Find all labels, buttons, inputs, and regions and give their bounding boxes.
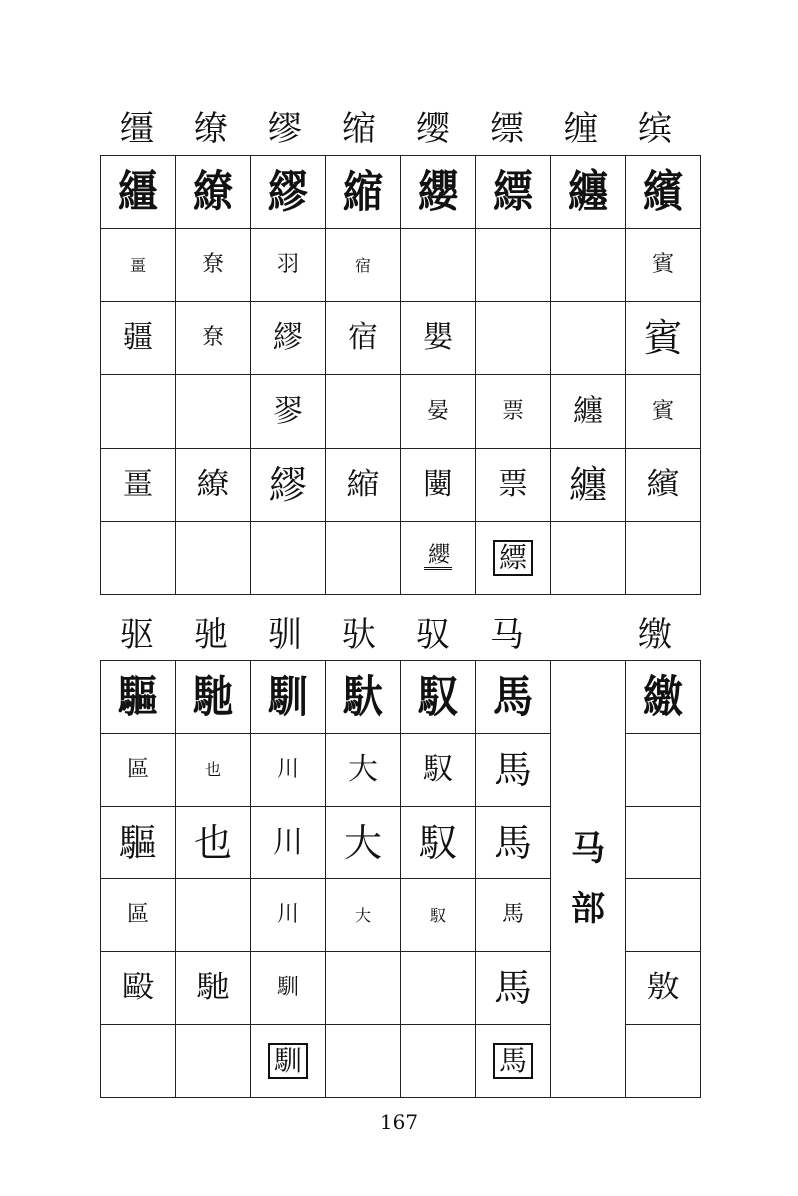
glyph-cell <box>326 156 401 229</box>
glyph-cell <box>101 661 176 734</box>
glyph-cell <box>476 952 551 1025</box>
glyph-cell <box>626 229 701 302</box>
top-header-char: 缤 <box>638 109 672 149</box>
bottom-header-char: 驮 <box>342 615 376 655</box>
glyph-form: 繚 <box>193 165 233 218</box>
glyph-row <box>101 448 701 521</box>
glyph-form: 馴 <box>276 975 299 1001</box>
glyph-cell <box>476 521 551 594</box>
glyph-cell <box>251 733 326 806</box>
glyph-cell <box>176 661 251 734</box>
glyph-form: 繚 <box>196 466 230 502</box>
glyph-row <box>101 302 701 375</box>
bottom-header-char: 驱 <box>120 615 154 655</box>
bottom-glyph-table <box>100 660 701 1098</box>
glyph-form: 宿 <box>354 255 371 275</box>
glyph-form: 馬 <box>493 966 532 1011</box>
glyph-form: 纏 <box>568 462 607 507</box>
glyph-form: 疆 <box>123 320 153 356</box>
glyph-form: 大 <box>348 751 378 787</box>
glyph-cell <box>626 375 701 448</box>
glyph-form: 驅 <box>118 670 158 723</box>
glyph-form: 馴 <box>268 1043 308 1079</box>
glyph-cell <box>401 521 476 594</box>
glyph-cell <box>176 448 251 521</box>
glyph-form: 馭 <box>418 820 457 865</box>
glyph-form: 繽 <box>646 466 680 502</box>
glyph-cell <box>401 1025 476 1098</box>
glyph-cell <box>476 806 551 879</box>
glyph-cell <box>401 156 476 229</box>
glyph-cell <box>251 302 326 375</box>
glyph-form: 繳 <box>643 670 683 723</box>
glyph-form: 馳 <box>193 670 233 723</box>
glyph-cell <box>176 156 251 229</box>
glyph-cell <box>251 952 326 1025</box>
glyph-cell <box>476 302 551 375</box>
bottom-header-char: 马 <box>490 615 524 655</box>
glyph-form: 賓 <box>651 252 674 278</box>
glyph-cell <box>551 521 626 594</box>
glyph-cell <box>626 521 701 594</box>
glyph-form: 也 <box>193 820 232 865</box>
top-glyph-table <box>100 155 701 595</box>
glyph-cell <box>626 952 701 1025</box>
glyph-form: 繆 <box>268 165 308 218</box>
glyph-cell <box>551 156 626 229</box>
glyph-cell <box>101 375 176 448</box>
glyph-cell <box>476 661 551 734</box>
glyph-cell <box>326 1025 401 1098</box>
glyph-cell <box>626 448 701 521</box>
glyph-cell <box>176 733 251 806</box>
glyph-cell <box>176 952 251 1025</box>
glyph-form: 馬 <box>493 670 533 723</box>
glyph-form: 馬 <box>501 902 524 928</box>
glyph-cell <box>101 448 176 521</box>
glyph-cell <box>401 879 476 952</box>
glyph-form: 畺 <box>123 466 153 502</box>
glyph-cell <box>326 952 401 1025</box>
top-header-char: 缥 <box>490 109 524 149</box>
glyph-form: 馬 <box>493 747 532 792</box>
glyph-cell <box>251 156 326 229</box>
top-header-char: 缰 <box>120 109 154 149</box>
glyph-form: 宿 <box>348 320 378 356</box>
glyph-cell <box>401 229 476 302</box>
glyph-form: 繆 <box>268 462 307 507</box>
top-header-char: 缨 <box>416 109 450 149</box>
glyph-cell <box>401 302 476 375</box>
glyph-form: 畺 <box>129 255 146 275</box>
glyph-cell <box>251 879 326 952</box>
glyph-row <box>101 661 701 734</box>
glyph-cell <box>551 302 626 375</box>
glyph-cell <box>326 733 401 806</box>
glyph-cell <box>101 156 176 229</box>
glyph-form: 闄 <box>423 466 453 502</box>
top-header-row <box>100 104 692 154</box>
glyph-cell <box>551 448 626 521</box>
glyph-form: 川 <box>276 902 299 928</box>
glyph-cell <box>476 733 551 806</box>
glyph-form: 縮 <box>343 165 383 218</box>
glyph-cell <box>401 952 476 1025</box>
glyph-cell <box>326 448 401 521</box>
radical-label-char: 部 <box>571 889 605 929</box>
glyph-cell <box>476 375 551 448</box>
glyph-cell <box>476 448 551 521</box>
glyph-form: 翏 <box>273 393 303 429</box>
glyph-form: 繽 <box>643 165 683 218</box>
glyph-cell <box>176 806 251 879</box>
glyph-cell <box>326 661 401 734</box>
glyph-form: 馬 <box>493 820 532 865</box>
glyph-form: 馭 <box>429 905 446 925</box>
glyph-form: 縹 <box>493 540 533 576</box>
glyph-cell <box>401 375 476 448</box>
glyph-cell <box>326 302 401 375</box>
glyph-cell <box>401 733 476 806</box>
glyph-cell <box>176 879 251 952</box>
glyph-cell <box>101 806 176 879</box>
glyph-form: 尞 <box>201 325 224 351</box>
glyph-form: 馱 <box>343 670 383 723</box>
glyph-cell <box>626 302 701 375</box>
top-header-char: 缪 <box>268 109 302 149</box>
bottom-header-char <box>544 610 618 660</box>
glyph-cell <box>101 521 176 594</box>
glyph-cell <box>251 521 326 594</box>
glyph-form: 賓 <box>651 398 674 424</box>
glyph-form: 川 <box>273 824 303 860</box>
glyph-cell <box>251 806 326 879</box>
glyph-cell <box>401 661 476 734</box>
glyph-cell <box>626 879 701 952</box>
glyph-cell <box>476 1025 551 1098</box>
bottom-header-char: 驯 <box>268 615 302 655</box>
glyph-cell <box>326 375 401 448</box>
glyph-form: 馬 <box>493 1043 533 1079</box>
bottom-header-char: 驰 <box>194 615 228 655</box>
glyph-cell <box>251 661 326 734</box>
glyph-form: 也 <box>204 760 221 780</box>
glyph-form: 賓 <box>643 316 682 361</box>
glyph-form: 大 <box>354 905 371 925</box>
glyph-cell <box>626 1025 701 1098</box>
glyph-cell <box>176 229 251 302</box>
glyph-form: 尞 <box>201 252 224 278</box>
glyph-cell <box>101 1025 176 1098</box>
glyph-cell <box>101 302 176 375</box>
glyph-row <box>101 375 701 448</box>
glyph-form: 馭 <box>418 670 458 723</box>
glyph-form: 敫 <box>646 970 680 1006</box>
glyph-form: 馴 <box>268 670 308 723</box>
glyph-cell <box>326 521 401 594</box>
top-header-char: 缩 <box>342 109 376 149</box>
glyph-cell <box>176 302 251 375</box>
glyph-cell <box>326 879 401 952</box>
glyph-row <box>101 156 701 229</box>
top-header-char: 缠 <box>564 109 598 149</box>
glyph-form: 馳 <box>196 970 230 1006</box>
glyph-form: 羽 <box>276 252 299 278</box>
glyph-form: 川 <box>276 756 299 782</box>
glyph-form: 纏 <box>573 393 603 429</box>
bottom-header-char: 驭 <box>416 615 450 655</box>
glyph-form: 區 <box>126 902 149 928</box>
glyph-form: 票 <box>501 398 524 424</box>
glyph-form: 縮 <box>346 466 380 502</box>
glyph-form: 馭 <box>423 751 453 787</box>
glyph-form: 纏 <box>568 165 608 218</box>
glyph-cell <box>551 375 626 448</box>
glyph-cell <box>326 229 401 302</box>
glyph-cell <box>251 1025 326 1098</box>
glyph-form: 晏 <box>426 398 449 424</box>
glyph-cell <box>326 806 401 879</box>
glyph-cell <box>551 229 626 302</box>
top-header-char: 缭 <box>194 109 228 149</box>
glyph-cell <box>626 156 701 229</box>
glyph-form: 區 <box>126 756 149 782</box>
page-number: 167 <box>379 1110 419 1134</box>
glyph-cell <box>626 733 701 806</box>
glyph-cell <box>401 448 476 521</box>
radical-label-char: 马 <box>571 829 605 869</box>
glyph-form: 毆 <box>121 970 155 1006</box>
radical-section-label <box>551 661 626 1098</box>
glyph-cell <box>101 952 176 1025</box>
glyph-cell <box>101 879 176 952</box>
glyph-form: 纓 <box>424 545 452 570</box>
glyph-cell <box>251 448 326 521</box>
glyph-cell <box>251 375 326 448</box>
glyph-form: 繮 <box>118 165 158 218</box>
glyph-cell <box>176 375 251 448</box>
glyph-cell <box>476 879 551 952</box>
glyph-cell <box>626 806 701 879</box>
glyph-cell <box>176 521 251 594</box>
glyph-cell <box>476 229 551 302</box>
glyph-form: 驅 <box>118 820 157 865</box>
glyph-form: 繆 <box>273 320 303 356</box>
glyph-form: 纓 <box>418 165 458 218</box>
glyph-row <box>101 521 701 594</box>
bottom-header-row <box>100 610 692 660</box>
glyph-form: 嬰 <box>423 320 453 356</box>
bottom-header-char: 缴 <box>638 615 672 655</box>
glyph-cell <box>101 733 176 806</box>
glyph-cell <box>401 806 476 879</box>
glyph-cell <box>251 229 326 302</box>
glyph-cell <box>626 661 701 734</box>
glyph-cell <box>176 1025 251 1098</box>
glyph-form: 票 <box>498 466 528 502</box>
glyph-row <box>101 229 701 302</box>
glyph-form: 大 <box>343 820 382 865</box>
glyph-cell <box>476 156 551 229</box>
glyph-cell <box>101 229 176 302</box>
glyph-form: 縹 <box>493 165 533 218</box>
